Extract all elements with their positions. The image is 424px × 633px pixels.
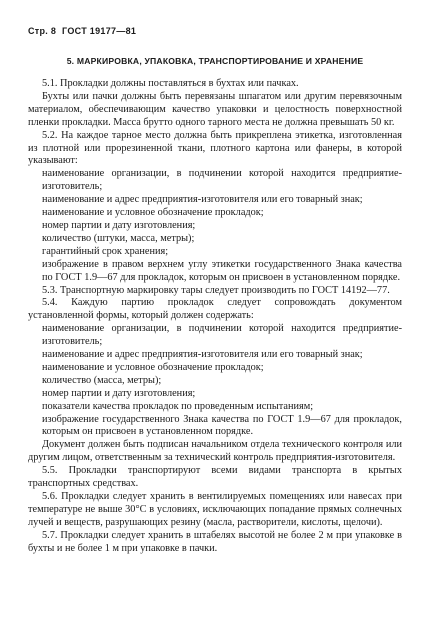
document-item: номер партии и дату изготовления; bbox=[42, 387, 196, 399]
label-item: количество (штуки, масса, метры); bbox=[42, 232, 195, 244]
label-item: номер партии и дату изготовления; bbox=[42, 219, 196, 231]
document-item: наименование и условное обозначение прокладок; bbox=[42, 361, 264, 373]
paragraph-5-3: 5.3. Транспортную маркировку тары следует производить по ГОСТ 14192—77. bbox=[42, 284, 390, 296]
paragraph-5-1: 5.1. Прокладки должны поставляться в бухтах или пачках. bbox=[42, 78, 299, 89]
label-item: наименование и условное обозначение прокладок; bbox=[42, 207, 264, 219]
section-title: 5. МАРКИРОВКА, УПАКОВКА, ТРАНСПОРТИРОВАНИЕ И ХРАНЕНИЕ bbox=[66, 56, 364, 66]
document-item: наименование и адрес предприятия-изготовителя или его товарный знак; bbox=[42, 349, 363, 361]
standard-number: ГОСТ 19177—81 bbox=[62, 26, 137, 36]
label-item: гарантийный срок хранения; bbox=[42, 245, 169, 257]
paragraph-packing: Бухты или пачки должны быть перевязаны шпагатом или другим перевязочным материалом, обеспечивающим качество упаковки и целостность поверхностной пленки прокладки. Масса брутто одного тарного места не должна превышать 50 кг. bbox=[28, 90, 402, 128]
paragraph-5-7: 5.7. Прокладки следует хранить в штабелях высотой не более 2 м при упаковке в бухты и не более 1 м при упаковке в пачки. bbox=[28, 529, 402, 554]
document-item: показатели качества прокладок по проведенным испытаниям; bbox=[42, 400, 314, 412]
page-header bbox=[28, 26, 402, 36]
paragraph-5-2: 5.2. На каждое тарное место должна быть прикреплена этикетка, изготовленная из плотной или прорезиненной ткани, плотного картона или фанеры, в которой указывают: bbox=[28, 129, 402, 167]
document-item: изображение государственного Знака качества по ГОСТ 1.9—67 для прокладок, которым он присвоен в установленном порядке. bbox=[42, 413, 402, 438]
document-item: наименование организации, в подчинении которой находится предприятие-изготовитель; bbox=[42, 323, 402, 348]
label-item: изображение в правом верхнем углу этикетки государственного Знака качества по ГОСТ 1.9—67 для прокладок, которым он присвоен в установленном порядке. bbox=[42, 258, 402, 283]
label-item: наименование организации, в подчинении которой находится предприятие-изготовитель; bbox=[42, 168, 402, 193]
paragraph-signature: Документ должен быть подписан начальником отдела технического контроля или другим лицом, ответственным за технический контроль предприятия-изготовителя. bbox=[28, 439, 402, 464]
page-number: Стр. 8 bbox=[28, 26, 57, 36]
label-item: наименование и адрес предприятия-изготовителя или его товарный знак; bbox=[42, 194, 363, 206]
paragraph-5-5: 5.5. Прокладки транспортируют всеми видами транспорта в крытых транспортных средствах. bbox=[28, 465, 402, 490]
paragraph-5-4: 5.4. Каждую партию прокладок следует сопровождать документом установленной формы, который должен содержать: bbox=[28, 297, 402, 322]
document-body bbox=[28, 78, 402, 556]
document-item: количество (масса, метры); bbox=[42, 374, 162, 386]
paragraph-5-6: 5.6. Прокладки следует хранить в вентилируемых помещениях или навесах при температуре не выше 30°С в условиях, исключающих попадание прямых солнечных лучей и веществ, разрушающих резину (масла, растворители, кислоты, щелочи). bbox=[28, 491, 402, 528]
